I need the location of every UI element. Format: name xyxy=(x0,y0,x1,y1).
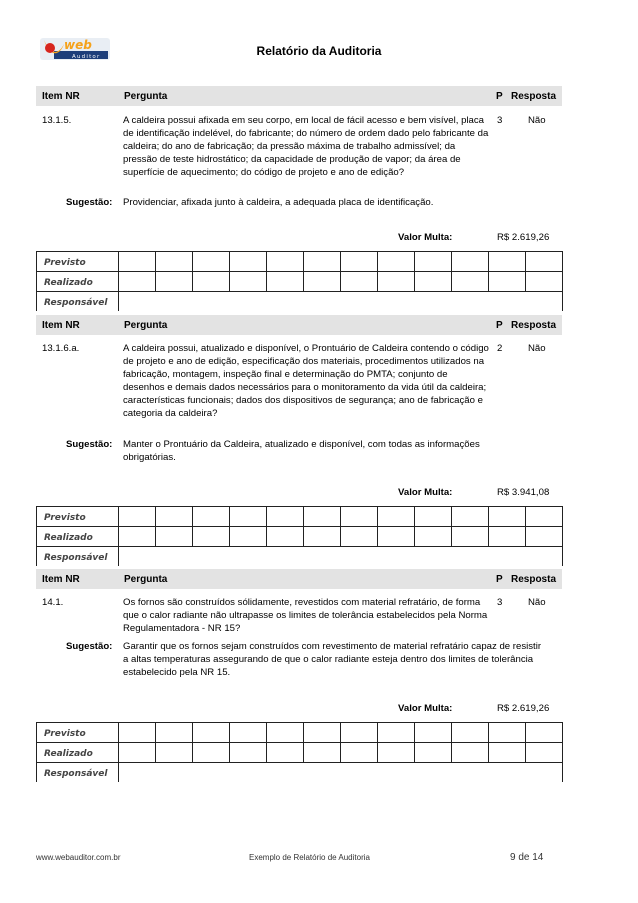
schedule-grid xyxy=(36,722,564,785)
answer-value: Não xyxy=(528,597,546,608)
table-header xyxy=(36,86,562,106)
grid-row-label: Previsto xyxy=(44,513,86,523)
item-nr-header: Item NR xyxy=(42,91,80,102)
footer-doc-title: Exemplo de Relatório de Auditoria xyxy=(249,853,370,862)
fine-label: Valor Multa: xyxy=(398,703,453,714)
grid-row-label: Previsto xyxy=(44,258,86,268)
p-header: P xyxy=(496,574,503,585)
grid-row-label: Previsto xyxy=(44,729,86,739)
answer-header: Resposta xyxy=(511,574,557,585)
schedule-grid xyxy=(36,251,564,314)
footer-website: www.webauditor.com.br xyxy=(36,853,121,862)
suggestion-text: Garantir que os fornos sejam construídos com revestimento de material refratário capaz de resistir a altas temperaturas assegurando de que o calor radiante esteja dentro dos limites de tolerância estabelecido pela NR 15. xyxy=(123,641,542,678)
answer-value: Não xyxy=(528,115,546,126)
answer-header: Resposta xyxy=(511,320,557,331)
suggestion-label: Sugestão: xyxy=(66,439,113,450)
grid-frame xyxy=(37,507,563,567)
table-header xyxy=(36,315,562,335)
item-nr-header: Item NR xyxy=(42,574,80,585)
question-header: Pergunta xyxy=(124,320,168,331)
p-value: 3 xyxy=(497,115,503,126)
grid-row-label: Responsável xyxy=(44,553,108,563)
answer-header: Resposta xyxy=(511,91,557,102)
question-text: Os fornos são construídos sólidamente, revestidos com material refratário, de forma que o calor radiante não ultrapasse os limites de tolerância estabelecidos pela Norma Regulamentadora - NR 15? xyxy=(123,597,488,634)
fine-value: R$ 3.941,08 xyxy=(497,487,550,498)
grid-row-label: Realizado xyxy=(44,278,93,288)
report-title: Relatório da Auditoria xyxy=(256,44,382,58)
footer-page: 9 de 14 xyxy=(510,852,544,863)
question-header: Pergunta xyxy=(124,574,168,585)
suggestion-label: Sugestão: xyxy=(66,641,113,652)
grid-row-label: Responsável xyxy=(44,298,108,308)
schedule-grid xyxy=(36,506,564,569)
table-header xyxy=(36,569,562,589)
question-text: A caldeira possui, atualizado e disponível, o Prontuário de Caldeira contendo o código de projeto e ano de edição, especificação dos materiais, procedimentos utilizados na fabricação, montagem, inspeção final e determinação do PMTA; conjunto de desenhos e demais dados necessários para o monitoramento da vida útil da caldeira; características funcionais; dados dos dispositivos de segurança; ano de fabricação e categoria da caldeira? xyxy=(123,343,489,419)
answer-value: Não xyxy=(528,343,546,354)
grid-row-label: Realizado xyxy=(44,533,93,543)
grid-frame xyxy=(37,723,563,783)
item-nr-header: Item NR xyxy=(42,320,80,331)
logo-text: web xyxy=(64,38,92,52)
item-number: 13.1.5. xyxy=(42,115,72,126)
fine-value: R$ 2.619,26 xyxy=(497,703,550,714)
grid-frame xyxy=(37,252,563,312)
p-header: P xyxy=(496,91,503,102)
question-header: Pergunta xyxy=(124,91,168,102)
grid-row-label: Realizado xyxy=(44,749,93,759)
suggestion-text: Manter o Prontuário da Caldeira, atualizado e disponível, com todas as informações obrigatórias. xyxy=(123,439,480,463)
question-text: A caldeira possui afixada em seu corpo, em local de fácil acesso e bem visível, placa de identificação indelével, do fabricante; do número de ordem dado pelo fabricante da caldeira; do ano de fabricação; da pressão máxima de trabalho admissível; da pressão de teste hidrostático; da capacidade de produção de vapor; da área de superfície de aquecimento; do código de projeto e ano de edição? xyxy=(123,115,489,178)
item-number: 14.1. xyxy=(42,597,64,608)
grid-row-label: Responsável xyxy=(44,769,108,779)
p-value: 3 xyxy=(497,597,503,608)
p-header: P xyxy=(496,320,503,331)
p-value: 2 xyxy=(497,343,503,354)
fine-label: Valor Multa: xyxy=(398,232,453,243)
fine-label: Valor Multa: xyxy=(398,487,453,498)
suggestion-text: Providenciar, afixada junto à caldeira, a adequada placa de identificação. xyxy=(123,197,434,208)
fine-value: R$ 2.619,26 xyxy=(497,232,550,243)
logo-subtext: Auditor xyxy=(72,54,101,60)
suggestion-label: Sugestão: xyxy=(66,197,113,208)
item-number: 13.1.6.a. xyxy=(42,343,80,354)
